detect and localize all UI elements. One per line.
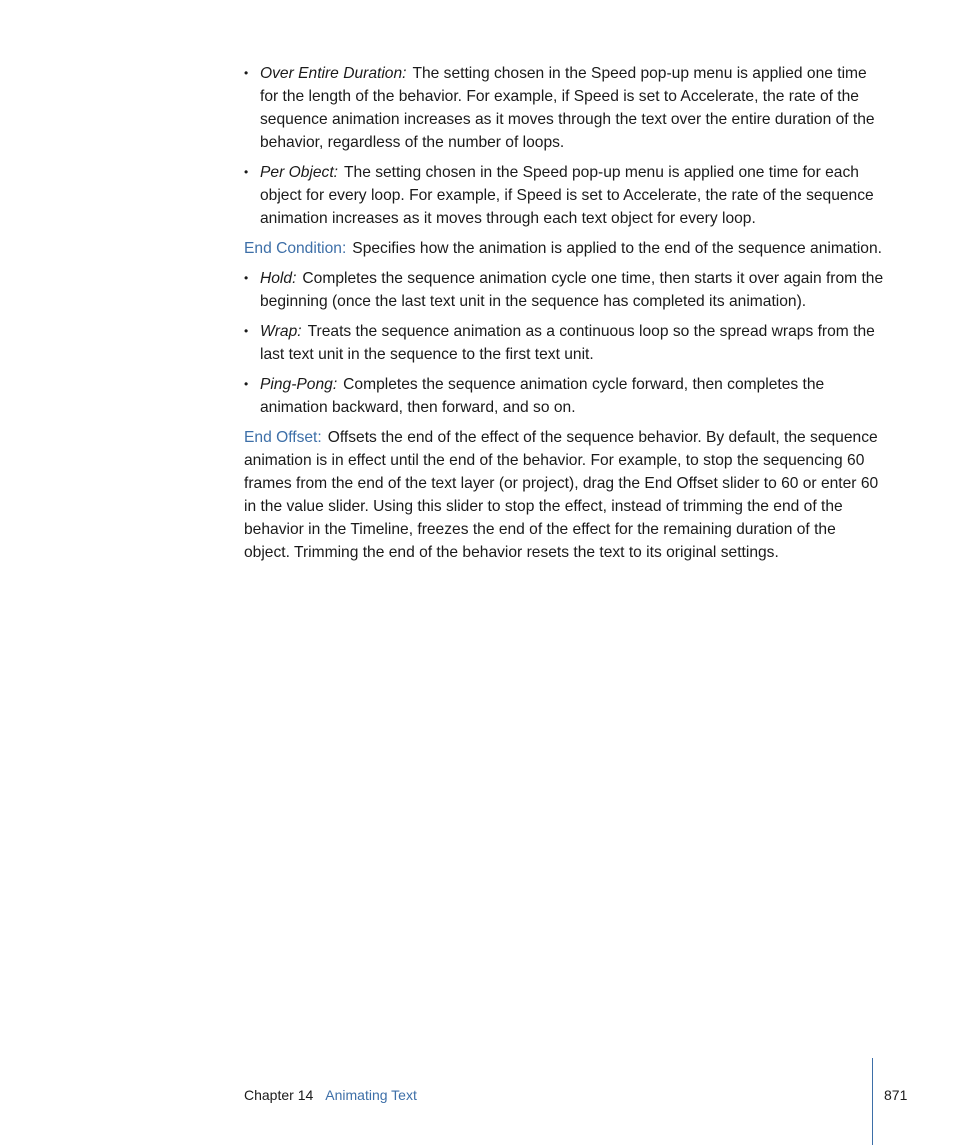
bullet-icon: • [244,66,249,80]
parameter-description: Offsets the end of the effect of the sequence behavior. By default, the sequence animation is in effect until the end of the behavior. For example, to stop the sequencing 60 frames from the end of the text layer (or project), drag the End Offset slider to 60 or enter 60 in the value slider. Using this slider to stop the effect, instead of trimming the end of the behavior in the Timeline, freezes the end of the effect for the remaining duration of the object. Trimming the end of the behavior resets the text to its original settings. [244,429,879,561]
bullet-icon: • [244,324,249,338]
option-description: Completes the sequence animation cycle forward, then completes the animation backward, then forward, and so on. [260,376,825,416]
option-term: Per Object: [260,164,338,181]
option-description: The setting chosen in the Speed pop-up menu is applied one time for each object for every loop. For example, if Speed is set to Accelerate, the rate of the sequence animation increases as it moves through each text object for every loop. [260,164,874,227]
end-offset-paragraph [244,426,884,564]
option-description: Completes the sequence animation cycle one time, then starts it over again from the beginning (once the last text unit in the sequence has completed its animation). [260,270,884,310]
chapter-number: Chapter 14 [244,1087,314,1103]
chapter-title-link[interactable]: Animating Text [325,1087,417,1103]
parameter-description: Specifies how the animation is applied to the end of the sequence animation. [352,240,882,257]
page-number: 871 [884,1087,908,1103]
option-term: Wrap: [260,323,302,340]
bullet-icon: • [244,165,249,179]
bullet-icon: • [244,271,249,285]
list-item-per-object [244,161,884,230]
option-term: Hold: [260,270,297,287]
parameter-term: End Condition: [244,240,347,257]
list-item-over-entire-duration [244,62,884,154]
footer-divider [872,1058,873,1145]
list-item-wrap [244,320,884,366]
list-item-hold [244,267,884,313]
option-description: Treats the sequence animation as a continuous loop so the spread wraps from the last text unit in the sequence to the first text unit. [260,323,875,363]
end-condition-paragraph [244,237,884,260]
list-item-ping-pong [244,373,884,419]
page-footer [244,1085,417,1105]
parameter-term: End Offset: [244,429,322,446]
page-content [244,62,884,571]
option-term: Ping-Pong: [260,376,338,393]
bullet-icon: • [244,377,249,391]
option-description: The setting chosen in the Speed pop-up menu is applied one time for the length of the behavior. For example, if Speed is set to Accelerate, the rate of the sequence animation increases as it moves through the text over the entire duration of the behavior, regardless of the number of loops. [260,65,875,151]
option-term: Over Entire Duration: [260,65,407,82]
